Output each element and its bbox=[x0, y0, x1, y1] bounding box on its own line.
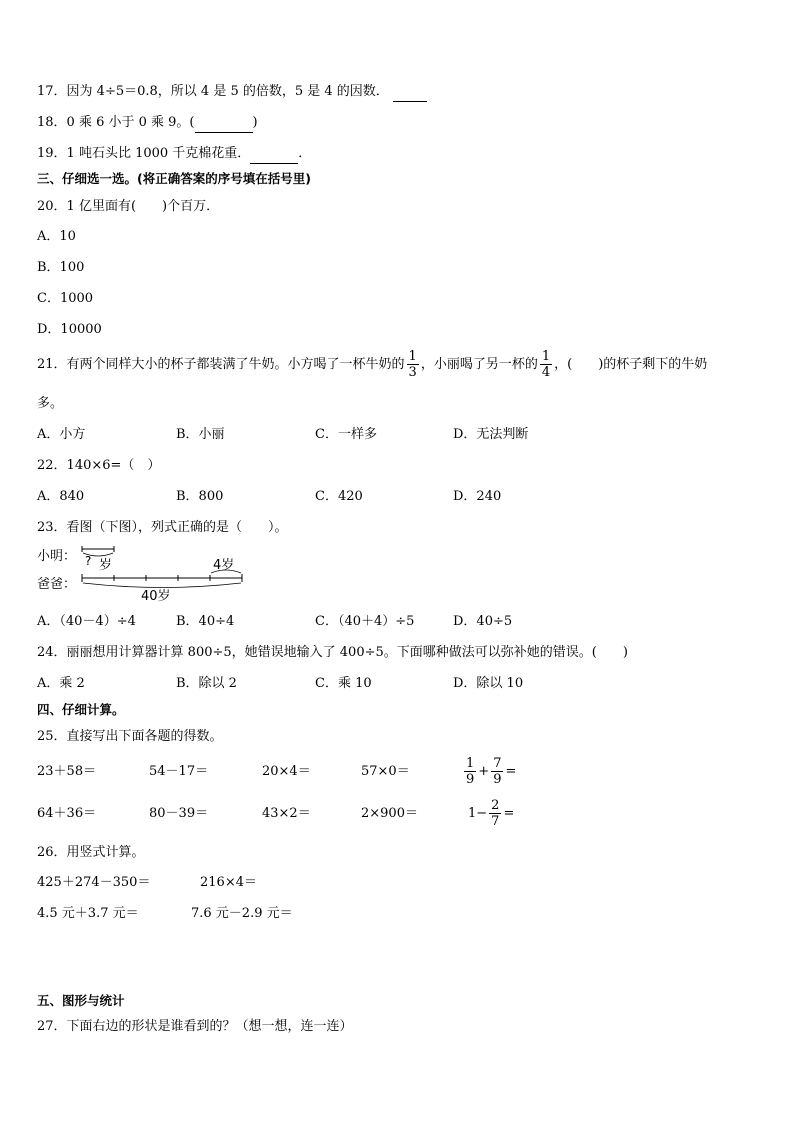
option-b[interactable]: B．除以 2 bbox=[176, 676, 237, 691]
section-3-title: 三、仔细选一选。(将正确答案的序号填在括号里) bbox=[37, 171, 311, 186]
option-d[interactable]: D．10000 bbox=[37, 322, 102, 337]
question-18: 18．0 乘 6 小于 0 乘 9。( ) bbox=[37, 114, 258, 133]
option-a[interactable]: A．（40－4）÷4 bbox=[37, 614, 136, 629]
calc-item: 7.6 元－2.9 元＝ bbox=[191, 906, 293, 921]
option-b[interactable]: B．800 bbox=[176, 489, 224, 504]
question-21-cont: 多。 bbox=[37, 396, 64, 411]
question-26: 26．用竖式计算。 bbox=[37, 845, 145, 860]
calc-item: 23＋58＝ bbox=[37, 764, 97, 779]
option-b[interactable]: B．100 bbox=[37, 260, 85, 275]
question-24: 24．丽丽想用计算器计算 800÷5，她错误地输入了 400÷5。下面哪种做法可以弥补她的错误。( ) bbox=[37, 645, 628, 660]
calc-fraction-sum: $\frac{1}{9}$ + $\frac{7}{9}$ = bbox=[466, 756, 517, 787]
option-c[interactable]: C．一样多 bbox=[315, 427, 377, 442]
fraction: $\frac{2}{7}$ bbox=[491, 798, 500, 829]
answer-blank[interactable] bbox=[195, 114, 253, 133]
question-22: 22．140×6=（ ） bbox=[37, 458, 161, 473]
option-d[interactable]: D．无法判断 bbox=[453, 427, 529, 442]
section-5-title: 五、图形与统计 bbox=[37, 993, 125, 1008]
calc-item: 43×2＝ bbox=[262, 806, 311, 821]
option-c[interactable]: C．乘 10 bbox=[315, 676, 372, 691]
line-segment-figure bbox=[37, 542, 252, 608]
four-sui-label: 4岁 bbox=[213, 558, 235, 573]
calc-item: 57×0＝ bbox=[361, 764, 410, 779]
option-b[interactable]: B．40÷4 bbox=[176, 614, 235, 629]
xiaoming-label: 小明： bbox=[37, 549, 77, 564]
fraction: $\frac{1}{3}$ bbox=[408, 349, 417, 380]
question-23: 23．看图（下图），列式正确的是（ ）。 bbox=[37, 520, 288, 535]
option-d[interactable]: D．40÷5 bbox=[453, 614, 513, 629]
question-17: 17．因为 4÷5＝0.8，所以 4 是 5 的倍数，5 是 4 的因数． bbox=[37, 83, 427, 102]
answer-blank[interactable] bbox=[393, 83, 427, 102]
option-d[interactable]: D．240 bbox=[453, 489, 502, 504]
sui-label: 岁 bbox=[99, 558, 113, 573]
question-20: 20．1 亿里面有( )个百万． bbox=[37, 199, 220, 214]
calc-item: 20×4＝ bbox=[262, 764, 311, 779]
option-b[interactable]: B．小丽 bbox=[176, 427, 225, 442]
question-21: 21．有两个同样大小的杯子都装满了牛奶。小方喝了一杯牛奶的 $\frac{1}{3}$ ，小丽喝了另一杯的 $\frac{1}{4}$ ，( )的杯子剩下的牛奶 bbox=[37, 349, 708, 380]
baba-label: 爸爸： bbox=[37, 577, 77, 592]
option-a[interactable]: A．10 bbox=[37, 229, 76, 244]
calc-item: 64＋36＝ bbox=[37, 806, 97, 821]
option-c[interactable]: C．420 bbox=[315, 489, 363, 504]
fraction: $\frac{1}{9}$ bbox=[466, 756, 475, 787]
calc-fraction-diff: 1− $\frac{2}{7}$ = bbox=[468, 798, 515, 829]
question-mark: ? bbox=[85, 554, 92, 568]
calc-item: 80－39＝ bbox=[149, 806, 209, 821]
calc-item: 216×4＝ bbox=[200, 875, 257, 890]
option-a[interactable]: A．乘 2 bbox=[37, 676, 85, 691]
fraction: $\frac{1}{4}$ bbox=[541, 349, 551, 380]
forty-sui-label: 40岁 bbox=[141, 589, 171, 604]
option-c[interactable]: C．1000 bbox=[37, 291, 94, 306]
option-a[interactable]: A．小方 bbox=[37, 427, 86, 442]
question-19: 19．1 吨石头比 1000 千克棉花重． ． bbox=[37, 145, 311, 164]
question-25: 25．直接写出下面各题的得数。 bbox=[37, 729, 223, 744]
calc-item: 425＋274－350＝ bbox=[37, 875, 151, 890]
option-a[interactable]: A．840 bbox=[37, 489, 85, 504]
option-d[interactable]: D．除以 10 bbox=[453, 676, 524, 691]
option-c[interactable]: C．（40＋4）÷5 bbox=[315, 614, 415, 629]
calc-item: 2×900＝ bbox=[361, 806, 418, 821]
question-27: 27．下面右边的形状是谁看到的？（想一想，连一连） bbox=[37, 1019, 353, 1034]
calc-item: 4.5 元＋3.7 元＝ bbox=[37, 906, 139, 921]
fraction: $\frac{7}{9}$ bbox=[493, 756, 502, 787]
section-4-title: 四、仔细计算。 bbox=[37, 702, 125, 717]
calc-item: 54－17＝ bbox=[149, 764, 209, 779]
answer-blank[interactable] bbox=[250, 145, 298, 164]
